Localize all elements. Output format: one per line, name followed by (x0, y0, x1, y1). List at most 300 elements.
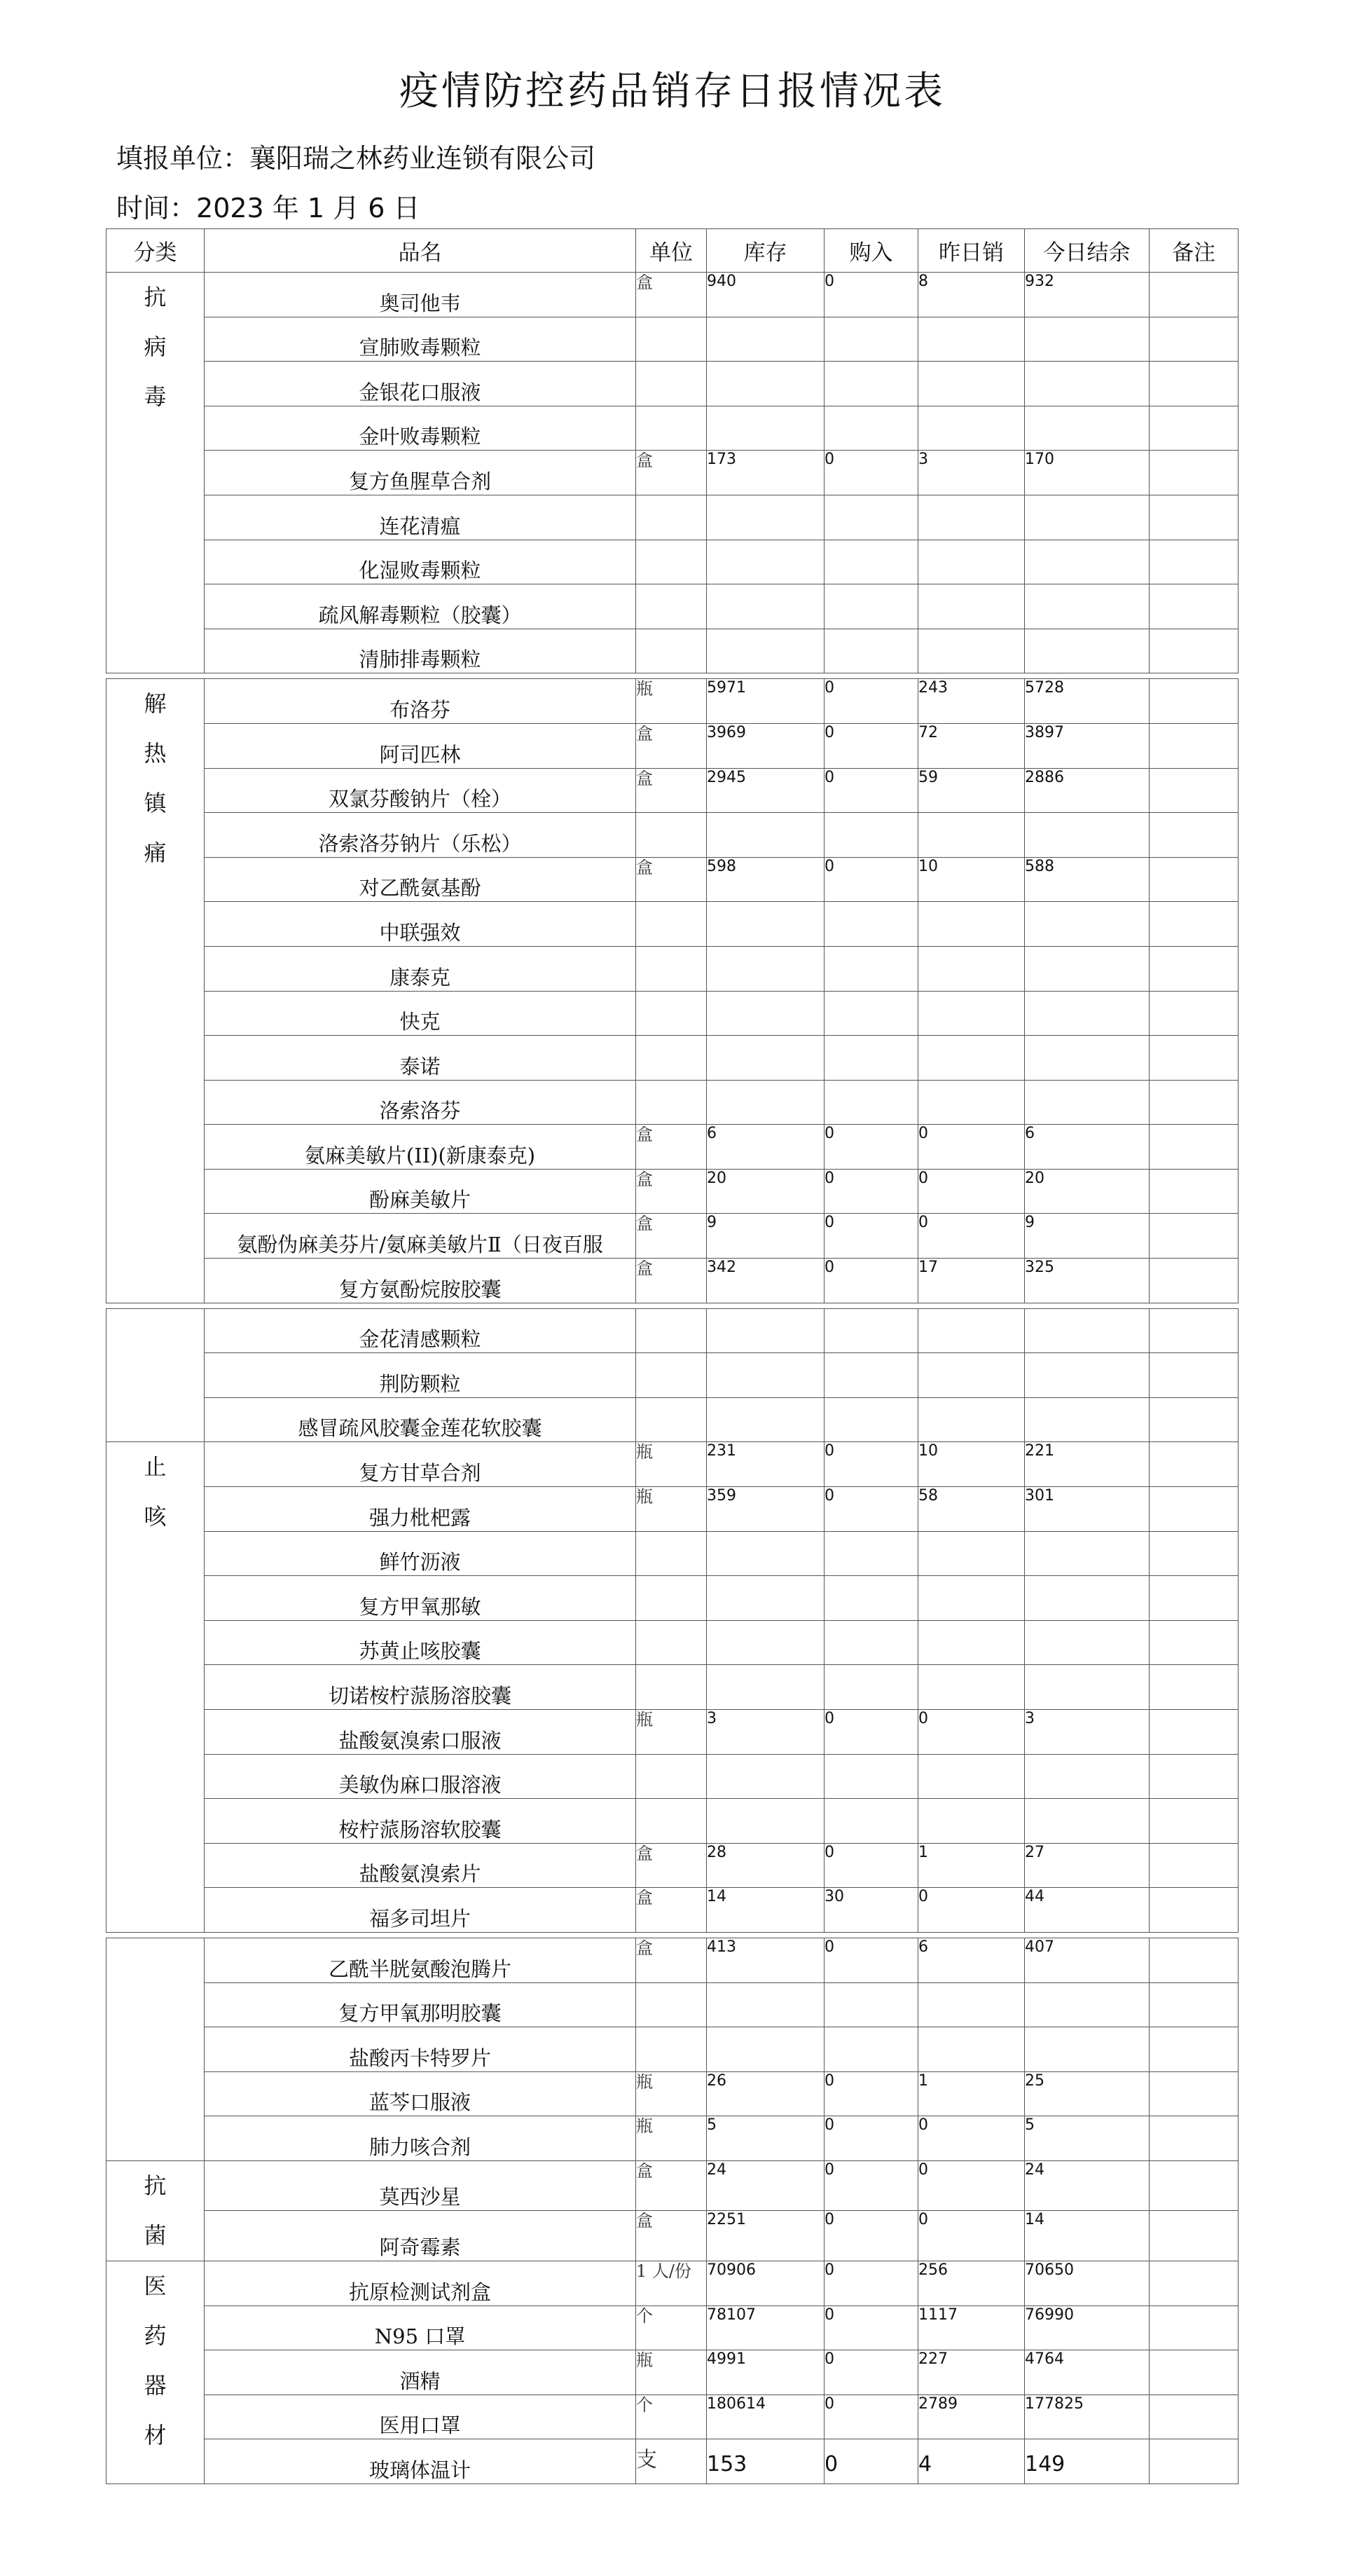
balance-cell (1025, 1982, 1150, 2027)
balance-cell (1025, 317, 1150, 362)
unit-cell (636, 1982, 707, 2027)
note-cell (1150, 1888, 1239, 1933)
unit-cell (636, 1036, 707, 1081)
sold-cell (918, 1353, 1025, 1398)
note-cell (1150, 1576, 1239, 1621)
sold-cell: 227 (918, 2350, 1025, 2395)
unit-cell (636, 813, 707, 858)
table-row (106, 1843, 1239, 1888)
header-unit: 单位 (636, 229, 707, 273)
stock-cell (707, 1531, 825, 1576)
bought-cell: 0 (825, 2071, 918, 2116)
stock-cell (707, 1576, 825, 1621)
unit-cell (636, 317, 707, 362)
note-cell (1150, 1442, 1239, 1487)
section-gap (106, 1932, 1239, 1938)
sold-cell (918, 406, 1025, 451)
category-char: 药 (144, 2322, 167, 2349)
unit-cell: 1 人/份 (636, 2261, 707, 2306)
bought-cell (825, 1036, 918, 1081)
product-name-cell: 化湿败毒颗粒 (205, 540, 636, 584)
bought-cell: 0 (825, 679, 918, 724)
sold-cell: 72 (918, 723, 1025, 768)
stock-cell: 2945 (707, 768, 825, 813)
note-cell (1150, 1620, 1239, 1665)
bought-cell: 0 (825, 451, 918, 495)
bought-cell (825, 1620, 918, 1665)
table-row (106, 813, 1239, 858)
note-cell (1150, 1397, 1239, 1442)
unit-cell: 瓶 (636, 2350, 707, 2395)
table-row (106, 1353, 1239, 1398)
stock-cell (707, 1036, 825, 1081)
sold-cell (918, 946, 1025, 991)
product-name-cell: 清肺排毒颗粒 (205, 629, 636, 673)
note-cell (1150, 584, 1239, 629)
balance-cell: 221 (1025, 1442, 1150, 1487)
sold-cell (918, 2027, 1025, 2072)
category-cell (106, 1442, 205, 1933)
product-name-cell: 宣肺败毒颗粒 (205, 317, 636, 362)
table-row (106, 857, 1239, 902)
header-name: 品名 (205, 229, 636, 273)
product-name-cell: 蓝芩口服液 (205, 2071, 636, 2116)
section-gap-cell (106, 673, 1239, 679)
stock-cell: 20 (707, 1169, 825, 1214)
stock-cell: 5 (707, 2116, 825, 2161)
unit-cell (636, 1531, 707, 1576)
stock-cell (707, 1397, 825, 1442)
unit-cell: 盒 (636, 768, 707, 813)
sold-cell (918, 1982, 1025, 2027)
stock-cell (707, 629, 825, 673)
balance-cell (1025, 1397, 1150, 1442)
category-cell (106, 2261, 205, 2483)
unit-cell: 盒 (636, 1888, 707, 1933)
balance-cell: 9 (1025, 1214, 1150, 1259)
balance-cell (1025, 1620, 1150, 1665)
note-cell (1150, 2160, 1239, 2211)
balance-cell: 407 (1025, 1938, 1150, 1982)
note-cell (1150, 540, 1239, 584)
stock-cell (707, 2027, 825, 2072)
bought-cell: 0 (825, 2350, 918, 2395)
stock-cell: 413 (707, 1938, 825, 1982)
balance-cell (1025, 1036, 1150, 1081)
sold-cell: 0 (918, 2116, 1025, 2161)
product-name-cell: 苏黄止咳胶囊 (205, 1620, 636, 1665)
sold-cell: 0 (918, 2211, 1025, 2261)
balance-cell: 6 (1025, 1125, 1150, 1170)
product-name-cell: 康泰克 (205, 946, 636, 991)
sold-cell (918, 1665, 1025, 1710)
balance-cell: 932 (1025, 273, 1150, 317)
sold-cell (918, 1531, 1025, 1576)
unit-cell: 盒 (636, 2160, 707, 2211)
note-cell (1150, 902, 1239, 947)
stock-cell: 359 (707, 1487, 825, 1532)
table-row (106, 1620, 1239, 1665)
table-row (106, 1214, 1239, 1259)
report-table-container (106, 228, 1238, 2484)
stock-cell (707, 1665, 825, 1710)
unit-cell (636, 584, 707, 629)
date-value: 2023 年 1 月 6 日 (196, 193, 420, 224)
note-cell (1150, 2306, 1239, 2350)
unit-cell (636, 1576, 707, 1621)
note-cell (1150, 2261, 1239, 2306)
sold-cell (918, 629, 1025, 673)
category-char: 镇 (144, 790, 167, 817)
product-name-cell: 阿奇霉素 (205, 2211, 636, 2261)
product-name-cell: 盐酸氨溴索口服液 (205, 1710, 636, 1755)
table-row (106, 362, 1239, 406)
stock-cell: 940 (707, 273, 825, 317)
category-char: 解 (144, 690, 167, 718)
balance-cell (1025, 495, 1150, 540)
unit-cell (636, 946, 707, 991)
table-row (106, 1169, 1239, 1214)
stock-cell: 3 (707, 1710, 825, 1755)
unit-cell: 盒 (636, 451, 707, 495)
bought-cell: 30 (825, 1888, 918, 1933)
balance-cell (1025, 902, 1150, 947)
bought-cell: 0 (825, 2395, 918, 2439)
sold-cell: 0 (918, 1888, 1025, 1933)
sold-cell (918, 495, 1025, 540)
note-cell (1150, 1353, 1239, 1398)
stock-cell: 180614 (707, 2395, 825, 2439)
table-row (106, 1576, 1239, 1621)
balance-cell (1025, 1308, 1150, 1353)
stock-cell: 2251 (707, 2211, 825, 2261)
unit-cell (636, 1353, 707, 1398)
balance-cell: 76990 (1025, 2306, 1150, 2350)
stock-cell: 173 (707, 451, 825, 495)
note-cell (1150, 1938, 1239, 1982)
page-title: 疫情防控药品销存日报情况表 (399, 69, 946, 114)
sold-cell (918, 1308, 1025, 1353)
unit-cell: 瓶 (636, 2116, 707, 2161)
stock-cell (707, 584, 825, 629)
unit-cell: 盒 (636, 273, 707, 317)
unit-cell (636, 1308, 707, 1353)
table-row (106, 1665, 1239, 1710)
product-name-cell: 金银花口服液 (205, 362, 636, 406)
bought-cell: 0 (825, 1169, 918, 1214)
sold-cell (918, 813, 1025, 858)
product-name-cell: 阿司匹林 (205, 723, 636, 768)
table-row (106, 2350, 1239, 2395)
category-char: 咳 (144, 1503, 167, 1530)
note-cell (1150, 1843, 1239, 1888)
table-row (106, 629, 1239, 673)
reporter-value: 襄阳瑞之林药业连锁有限公司 (249, 143, 596, 174)
unit-cell: 盒 (636, 857, 707, 902)
product-name-cell: 复方氨酚烷胺胶囊 (205, 1259, 636, 1303)
product-name-cell: 复方甘草合剂 (205, 1442, 636, 1487)
unit-cell: 盒 (636, 1125, 707, 1170)
header-balance-today: 今日结余 (1025, 229, 1150, 273)
sold-cell (918, 1397, 1025, 1442)
balance-cell (1025, 362, 1150, 406)
note-cell (1150, 768, 1239, 813)
stock-cell: 3969 (707, 723, 825, 768)
sold-cell: 10 (918, 857, 1025, 902)
sold-cell: 1117 (918, 2306, 1025, 2350)
table-row (106, 2160, 1239, 2211)
header-category: 分类 (106, 229, 205, 273)
unit-cell (636, 902, 707, 947)
note-cell (1150, 2350, 1239, 2395)
sold-cell: 58 (918, 1487, 1025, 1532)
category-char: 毒 (144, 383, 167, 410)
bought-cell: 0 (825, 273, 918, 317)
table-row (106, 451, 1239, 495)
table-row (106, 1982, 1239, 2027)
table-row (106, 902, 1239, 947)
date-line (116, 186, 420, 225)
product-name-cell: 泰诺 (205, 1036, 636, 1081)
bought-cell (825, 813, 918, 858)
note-cell (1150, 273, 1239, 317)
stock-cell (707, 1080, 825, 1125)
balance-cell (1025, 1531, 1150, 1576)
stock-cell: 28 (707, 1843, 825, 1888)
unit-cell: 盒 (636, 723, 707, 768)
stock-cell: 14 (707, 1888, 825, 1933)
note-cell (1150, 1259, 1239, 1303)
unit-cell (636, 2027, 707, 2072)
category-char: 抗 (144, 2172, 167, 2199)
balance-cell (1025, 406, 1150, 451)
unit-cell: 盒 (636, 2211, 707, 2261)
balance-cell: 4764 (1025, 2350, 1150, 2395)
section-gap (106, 1303, 1239, 1308)
bought-cell: 0 (825, 2211, 918, 2261)
product-name-cell: 奥司他韦 (205, 273, 636, 317)
reporter-line (116, 137, 595, 175)
note-cell (1150, 2027, 1239, 2072)
bought-cell (825, 1754, 918, 1799)
balance-cell: 27 (1025, 1843, 1150, 1888)
category-char: 材 (144, 2421, 167, 2448)
note-cell (1150, 1125, 1239, 1170)
stock-cell (707, 813, 825, 858)
bought-cell: 0 (825, 1487, 918, 1532)
bought-cell: 0 (825, 1125, 918, 1170)
stock-cell (707, 406, 825, 451)
header-row (106, 229, 1239, 273)
unit-cell: 盒 (636, 1259, 707, 1303)
table-row (106, 540, 1239, 584)
sold-cell (918, 1576, 1025, 1621)
table-row (106, 991, 1239, 1036)
product-name-cell: 金叶败毒颗粒 (205, 406, 636, 451)
note-cell (1150, 1665, 1239, 1710)
unit-cell (636, 495, 707, 540)
note-cell (1150, 2395, 1239, 2439)
sold-cell: 0 (918, 1214, 1025, 1259)
note-cell (1150, 495, 1239, 540)
note-cell (1150, 451, 1239, 495)
balance-cell: 3897 (1025, 723, 1150, 768)
header-stock: 库存 (707, 229, 825, 273)
product-name-cell: 洛索洛芬钠片（乐松） (205, 813, 636, 858)
table-row (106, 679, 1239, 724)
sold-cell (918, 991, 1025, 1036)
header-sold-yesterday: 昨日销 (918, 229, 1025, 273)
sold-cell: 1 (918, 2071, 1025, 2116)
product-name-cell: 复方甲氧那敏 (205, 1576, 636, 1621)
bought-cell: 0 (825, 857, 918, 902)
sold-cell: 17 (918, 1259, 1025, 1303)
stock-cell: 6 (707, 1125, 825, 1170)
table-row (106, 1442, 1239, 1487)
product-name-cell: 盐酸丙卡特罗片 (205, 2027, 636, 2072)
stock-cell: 231 (707, 1442, 825, 1487)
note-cell (1150, 1799, 1239, 1844)
stock-cell (707, 991, 825, 1036)
header-note: 备注 (1150, 229, 1239, 273)
date-label: 时间： (116, 193, 197, 224)
balance-cell (1025, 946, 1150, 991)
product-name-cell: 强力枇杷露 (205, 1487, 636, 1532)
balance-cell: 3 (1025, 1710, 1150, 1755)
note-cell (1150, 857, 1239, 902)
table-row (106, 1308, 1239, 1353)
balance-cell: 25 (1025, 2071, 1150, 2116)
note-cell (1150, 317, 1239, 362)
bought-cell (825, 1982, 918, 2027)
sold-cell (918, 1036, 1025, 1081)
balance-cell (1025, 629, 1150, 673)
unit-cell (636, 406, 707, 451)
stock-cell (707, 1799, 825, 1844)
product-name-cell: 美敏伪麻口服溶液 (205, 1754, 636, 1799)
unit-cell: 盒 (636, 1214, 707, 1259)
balance-cell: 70650 (1025, 2261, 1150, 2306)
balance-cell: 14 (1025, 2211, 1150, 2261)
table-row (106, 723, 1239, 768)
note-cell (1150, 2439, 1239, 2484)
bought-cell (825, 902, 918, 947)
table-row (106, 1799, 1239, 1844)
stock-cell (707, 540, 825, 584)
category-cell (106, 679, 205, 1303)
category-cell (106, 1308, 205, 1442)
note-cell (1150, 679, 1239, 724)
stock-cell: 70906 (707, 2261, 825, 2306)
bought-cell (825, 1531, 918, 1576)
unit-cell: 支 (636, 2439, 707, 2484)
balance-cell (1025, 1353, 1150, 1398)
stock-cell (707, 1308, 825, 1353)
stock-cell (707, 1754, 825, 1799)
product-name-cell: 医用口罩 (205, 2395, 636, 2439)
note-cell (1150, 1982, 1239, 2027)
note-cell (1150, 991, 1239, 1036)
sold-cell: 256 (918, 2261, 1025, 2306)
unit-cell: 个 (636, 2306, 707, 2350)
bought-cell (825, 1397, 918, 1442)
bought-cell (825, 946, 918, 991)
note-cell (1150, 1080, 1239, 1125)
balance-cell (1025, 991, 1150, 1036)
product-name-cell: 复方甲氧那明胶囊 (205, 1982, 636, 2027)
unit-cell (636, 1799, 707, 1844)
category-cell (106, 273, 205, 673)
product-name-cell: 乙酰半胱氨酸泡腾片 (205, 1938, 636, 1982)
bought-cell (825, 991, 918, 1036)
reporter-label: 填报单位： (116, 143, 250, 174)
note-cell (1150, 1754, 1239, 1799)
stock-cell: 24 (707, 2160, 825, 2211)
note-cell (1150, 1710, 1239, 1755)
balance-cell: 149 (1025, 2439, 1150, 2484)
bought-cell (825, 1080, 918, 1125)
unit-cell: 瓶 (636, 1442, 707, 1487)
stock-cell (707, 1982, 825, 2027)
sold-cell (918, 1620, 1025, 1665)
stock-cell (707, 946, 825, 991)
unit-cell: 瓶 (636, 679, 707, 724)
sold-cell: 0 (918, 1710, 1025, 1755)
balance-cell: 177825 (1025, 2395, 1150, 2439)
balance-cell: 588 (1025, 857, 1150, 902)
unit-cell (636, 629, 707, 673)
table-row (106, 317, 1239, 362)
sold-cell (918, 584, 1025, 629)
bought-cell (825, 1308, 918, 1353)
note-cell (1150, 2071, 1239, 2116)
table-row (106, 495, 1239, 540)
unit-cell (636, 1397, 707, 1442)
unit-cell: 瓶 (636, 2071, 707, 2116)
note-cell (1150, 1308, 1239, 1353)
bought-cell: 0 (825, 1214, 918, 1259)
table-row (106, 1259, 1239, 1303)
product-name-cell: 莫西沙星 (205, 2160, 636, 2211)
bought-cell (825, 2027, 918, 2072)
balance-cell: 24 (1025, 2160, 1150, 2211)
note-cell (1150, 946, 1239, 991)
sold-cell: 6 (918, 1938, 1025, 1982)
bought-cell: 0 (825, 1442, 918, 1487)
unit-cell (636, 1665, 707, 1710)
table-row (106, 1710, 1239, 1755)
sold-cell: 243 (918, 679, 1025, 724)
product-name-cell: 复方鱼腥草合剂 (205, 451, 636, 495)
bought-cell: 0 (825, 1938, 918, 1982)
bought-cell (825, 629, 918, 673)
category-char: 病 (144, 334, 167, 360)
note-cell (1150, 1214, 1239, 1259)
table-row (106, 1125, 1239, 1170)
stock-cell (707, 1353, 825, 1398)
product-name-cell: 福多司坦片 (205, 1888, 636, 1933)
product-name-cell: 洛索洛芬 (205, 1080, 636, 1125)
balance-cell: 301 (1025, 1487, 1150, 1532)
product-name-cell: 抗原检测试剂盒 (205, 2261, 636, 2306)
unit-cell: 盒 (636, 1843, 707, 1888)
bought-cell: 0 (825, 1259, 918, 1303)
sold-cell: 59 (918, 768, 1025, 813)
product-name-cell: 氨麻美敏片(II)(新康泰克) (205, 1125, 636, 1170)
table-row (106, 1754, 1239, 1799)
category-cell (106, 2160, 205, 2261)
section-gap (106, 673, 1239, 679)
